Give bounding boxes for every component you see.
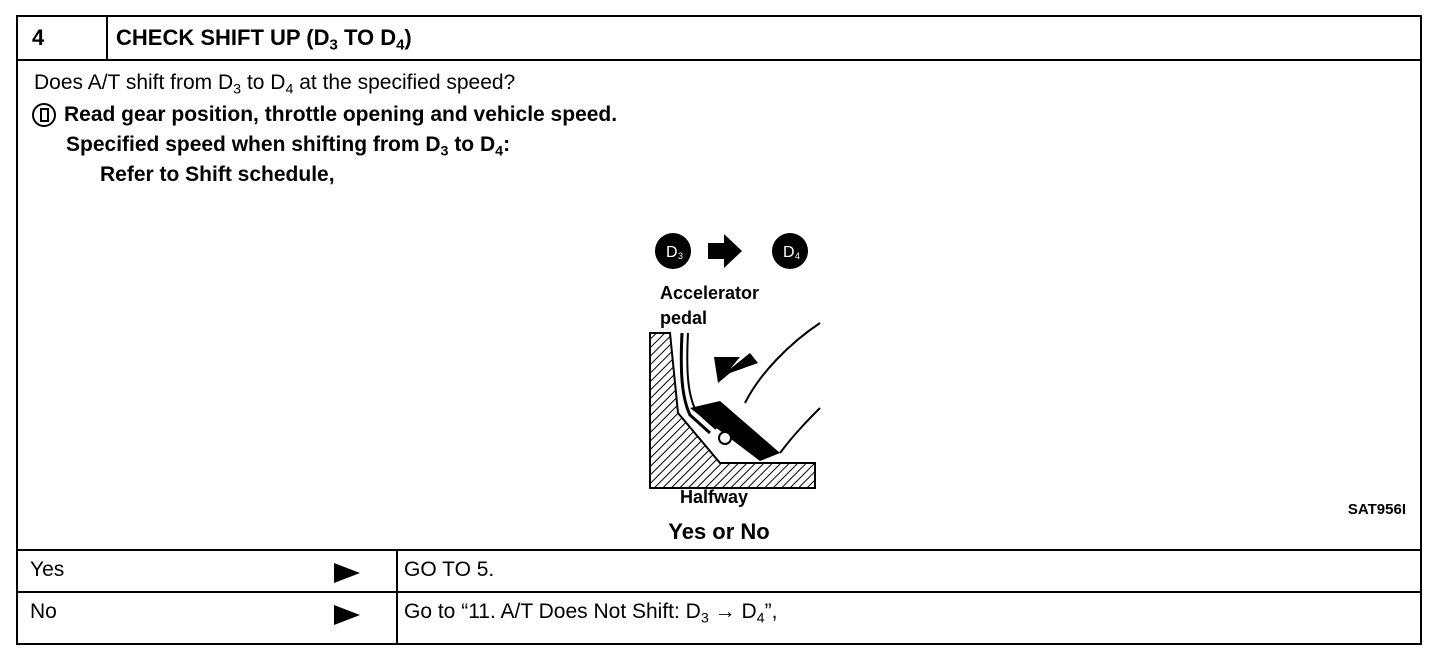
right-arrow-icon <box>334 605 360 625</box>
shift-arrow-icon <box>708 234 742 268</box>
answer-no: No <box>30 600 57 623</box>
result-row-no <box>18 593 1420 643</box>
accelerator-pedal-illustration <box>630 223 830 523</box>
data-monitor-icon <box>32 103 56 127</box>
gear-d4-label: D <box>783 244 795 261</box>
action-yes: GO TO 5. <box>404 558 495 581</box>
figure-reference-code: SAT956I <box>1347 501 1406 518</box>
question-text: Does A/T shift from $D_3$ to $D_4$ at the specified speed? <box>34 71 516 98</box>
press-arrow-icon <box>714 353 758 383</box>
refer-line: Refer to Shift schedule, <box>100 163 335 186</box>
column-divider <box>396 551 398 591</box>
right-arrow-icon <box>334 563 360 583</box>
action-no: Go to “11. A/T Does Not Shift: $D_3 \to D_4$”, <box>404 600 778 627</box>
gear-d4-sub: 4 <box>795 251 801 261</box>
gear-d3-label: D <box>666 244 678 261</box>
step-body <box>18 61 1420 551</box>
step-number: 4 <box>18 17 108 59</box>
column-divider <box>396 593 398 643</box>
procedure-table <box>16 15 1422 645</box>
step-title: CHECK SHIFT UP ($D_3$ TO $D_4$) <box>116 25 412 54</box>
accelerator-pedal-label: Accelerator pedal <box>660 283 760 328</box>
answer-yes: Yes <box>30 558 65 581</box>
floor-hatch <box>650 333 815 488</box>
gear-d3-sub: 3 <box>678 251 684 261</box>
halfway-label: Halfway <box>680 487 749 507</box>
step-header <box>18 17 1420 61</box>
yes-or-no-prompt: Yes or No <box>668 519 770 544</box>
spec-line: Specified speed when shifting from $D_3$ to $D_4$: <box>66 133 511 160</box>
result-row-yes <box>18 551 1420 593</box>
instruction-text: Read gear position, throttle opening and vehicle speed. <box>64 103 618 126</box>
instruction-line <box>32 103 617 127</box>
